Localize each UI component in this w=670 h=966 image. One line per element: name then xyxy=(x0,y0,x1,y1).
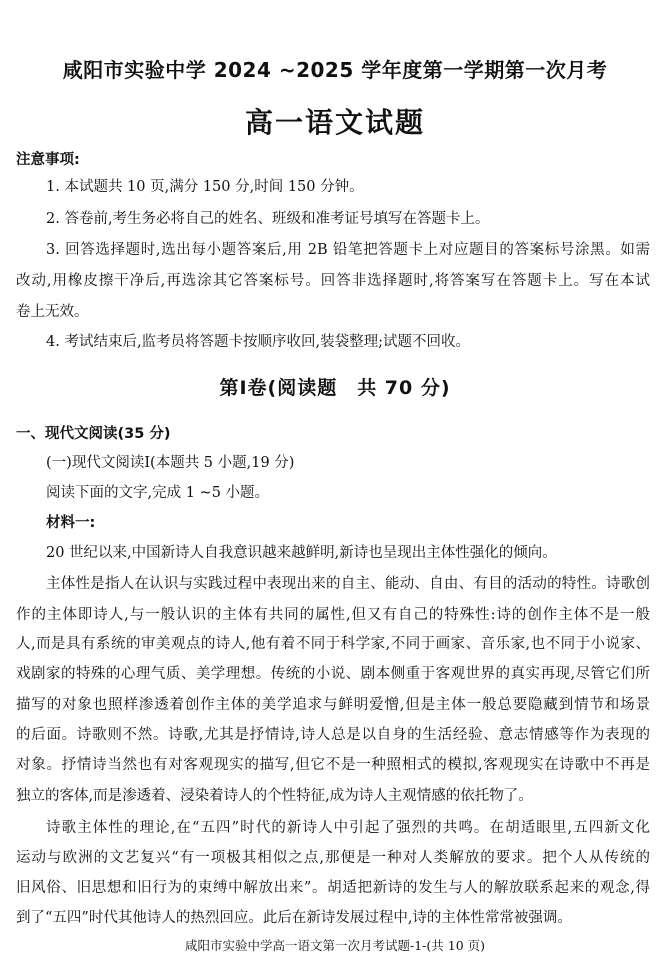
page-footer: 咸阳市实验中学高一语文第一次月考试题-1-(共 10 页) xyxy=(184,938,485,953)
passage-line-10: 诗歌主体性的理论,在“五四”时代的新诗人中引起了强烈的共鸣。在胡适眼里,五四新文化 xyxy=(46,820,650,836)
section-title: 一、现代文阅读(35 分) xyxy=(16,426,171,442)
passage-line-1: 20 世纪以来,中国新诗人自我意识越来越鲜明,新诗也呈现出主体性强化的倾向。 xyxy=(46,545,557,561)
passage-line-5: 戏剧家的特殊的心理气质、美学理想。传统的小说、剧本侧重于客观世界的真实再现,尽管它们所 xyxy=(16,666,650,682)
reading-instruction: 阅读下面的文字,完成 1 ~5 小题。 xyxy=(46,485,270,501)
passage-line-11: 运动与欧洲的文艺复兴“有一项极其相似之点,那便是一种对人类解放的要求。把个人从传统的 xyxy=(16,850,650,866)
notes-item-3: 3. 回答选择题时,选出每小题答案后,用 2B 铅笔把答题卡上对应题目的答案标号涂黑。如需 xyxy=(46,242,650,258)
passage-line-7: 的后面。诗歌则不然。诗歌,尤其是抒情诗,诗人总是以自身的生活经验、意志情感等作为表现的 xyxy=(16,727,650,743)
notes-item-3-cont: 改动,用橡皮擦干净后,再选涂其它答案标号。回答非选择题时,将答案写在答题卡上。写在本试 xyxy=(16,273,650,289)
passage-line-8: 对象。抒情诗当然也有对客观现实的描写,但它不是一种照相式的模拟,客观现实在诗歌中不再是 xyxy=(16,757,650,773)
passage-line-9: 独立的客体,而是渗透着、浸染着诗人的个性特征,成为诗人主观情感的依托物了。 xyxy=(16,788,533,804)
passage-line-3: 作的主体即诗人,与一般认识的主体有共同的属性,但又有自己的特殊性:诗的创作主体不是一般 xyxy=(16,607,650,623)
subsection-title: (一)现代文阅读Ⅰ(本题共 5 小题,19 分) xyxy=(46,455,295,471)
notes-item-2: 2. 答卷前,考生务必将自己的姓名、班级和准考证号填写在答题卡上。 xyxy=(46,211,490,227)
notes-item-4: 4. 考试结束后,监考员将答题卡按顺序收回,装袋整理;试题不回收。 xyxy=(46,334,471,350)
volume-title: 第Ⅰ卷(阅读题 共 70 分) xyxy=(219,377,451,399)
passage-line-6: 描写的对象也照样渗透着创作主体的美学追求与鲜明爱憎,但是主体一般总要隐藏到情节和场景 xyxy=(16,697,650,713)
passage-line-2: 主体性是指人在认识与实践过程中表现出来的自主、能动、自由、有目的活动的特性。诗歌创 xyxy=(46,576,650,592)
subject-title: 高一语文试题 xyxy=(244,106,425,139)
material-label: 材料一: xyxy=(46,515,96,531)
notes-item-1: 1. 本试题共 10 页,满分 150 分,时间 150 分钟。 xyxy=(46,179,364,195)
passage-line-4: 人,而是具有系统的审美观点的诗人,他有着不同于科学家,不同于画家、音乐家,也不同于小说家、 xyxy=(16,636,650,652)
exam-title: 咸阳市实验中学 2024 ~2025 学年度第一学期第一次月考 xyxy=(62,58,608,82)
notes-heading: 注意事项: xyxy=(16,152,80,168)
passage-line-12: 旧风俗、旧思想和旧行为的束缚中解放出来”。胡适把新诗的发生与人的解放联系起来的观念,得 xyxy=(16,880,650,896)
notes-item-3-end: 卷上无效。 xyxy=(16,304,89,320)
passage-line-13: 到了“五四”时代其他诗人的热烈回应。此后在新诗发展过程中,诗的主体性常常被强调。 xyxy=(16,910,572,926)
